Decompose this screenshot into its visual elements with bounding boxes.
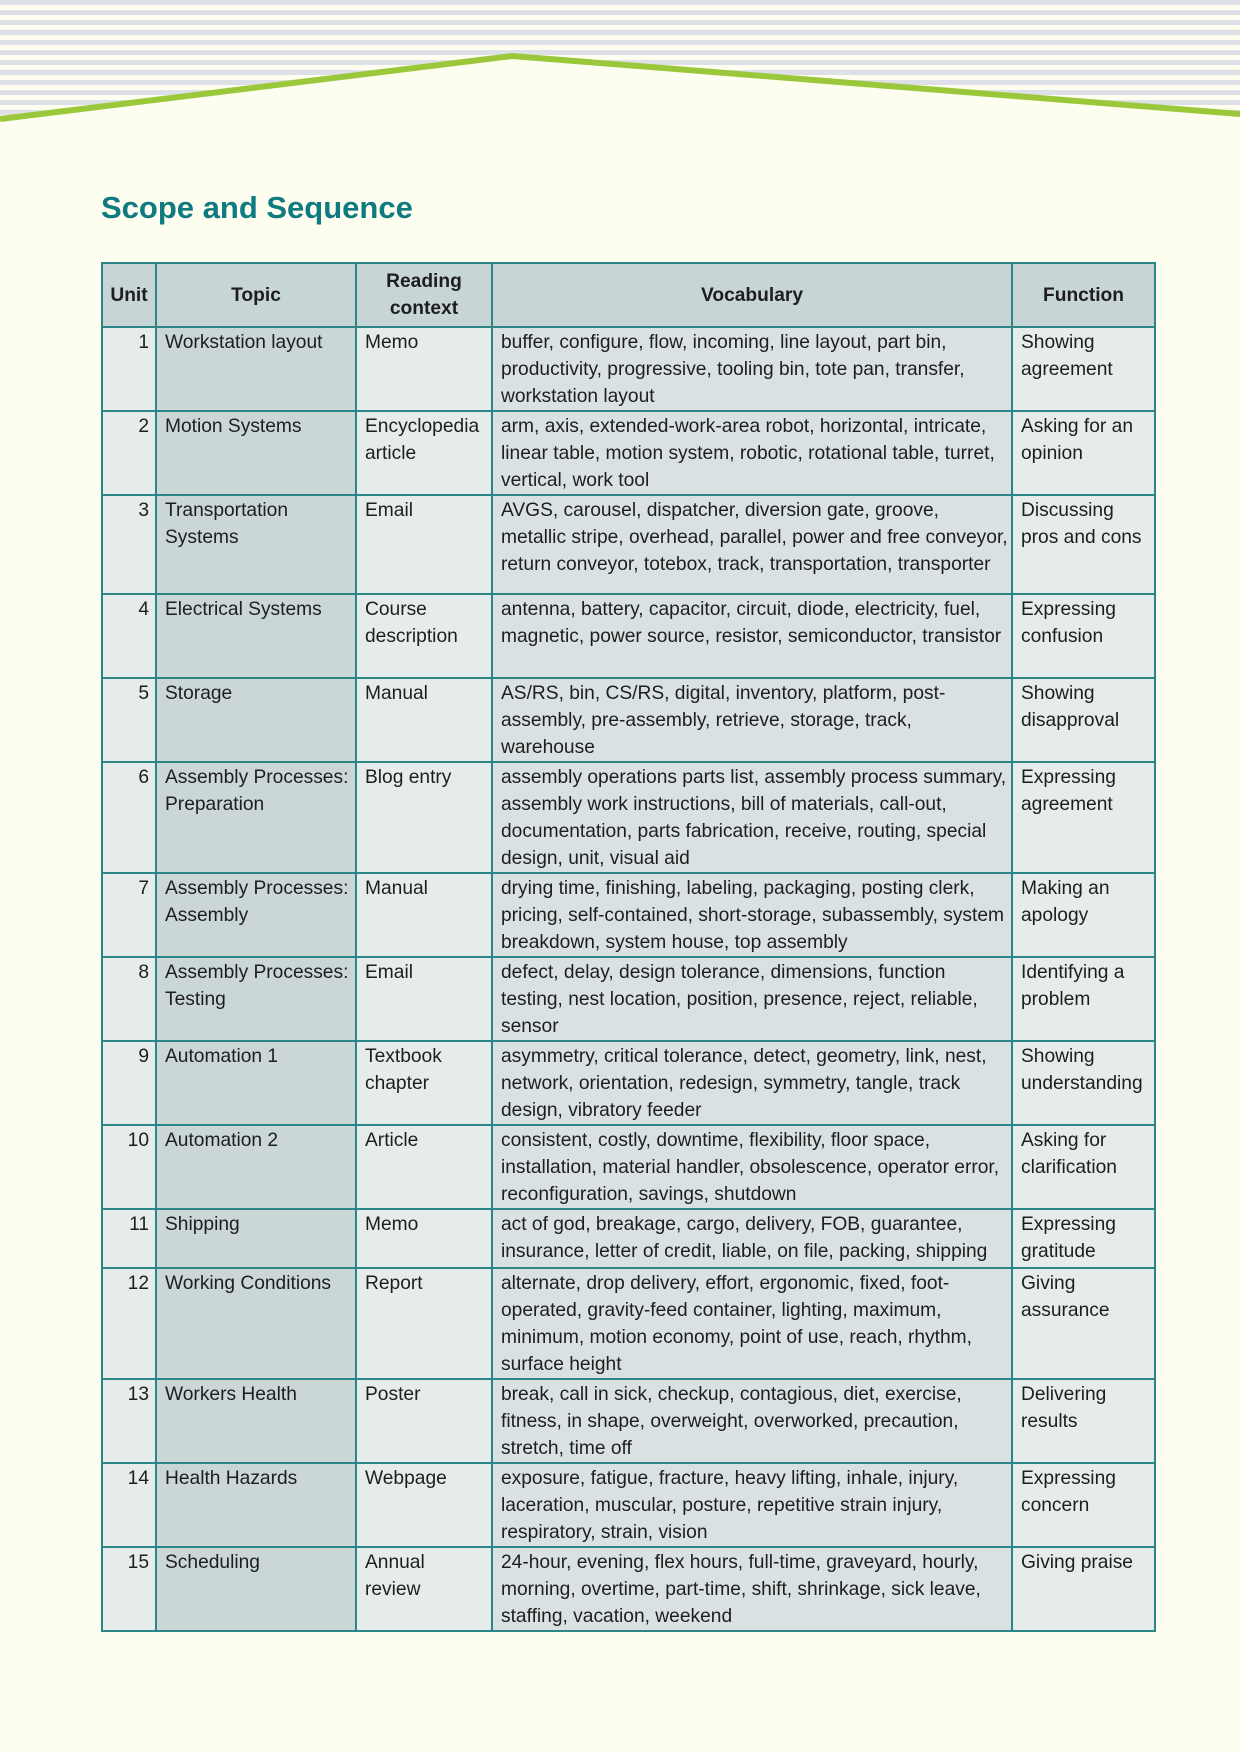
header-reading-context: Reading context: [356, 263, 492, 327]
unit-cell: 5: [102, 678, 156, 762]
vocabulary-cell: asymmetry, critical tolerance, detect, geometry, link, nest, network, orientation, redesign, symmetry, tangle, track design, vibratory feeder: [492, 1041, 1012, 1125]
function-cell: Giving assurance: [1012, 1268, 1155, 1379]
function-cell: Delivering results: [1012, 1379, 1155, 1463]
topic-cell: Assembly Processes: Preparation: [156, 762, 356, 873]
header-topic: Topic: [156, 263, 356, 327]
table-row: [102, 1379, 1155, 1463]
reading-context-cell: Textbook chapter: [356, 1041, 492, 1125]
unit-cell: 13: [102, 1379, 156, 1463]
table-row: [102, 678, 1155, 762]
header-unit: Unit: [102, 263, 156, 327]
function-cell: Asking for clarification: [1012, 1125, 1155, 1209]
function-cell: Showing understanding: [1012, 1041, 1155, 1125]
topic-cell: Motion Systems: [156, 411, 356, 495]
reading-context-cell: Poster: [356, 1379, 492, 1463]
table-header-row: [102, 263, 1155, 327]
function-cell: Asking for an opinion: [1012, 411, 1155, 495]
header-function: Function: [1012, 263, 1155, 327]
table-row: [102, 957, 1155, 1041]
function-cell: Discussing pros and cons: [1012, 495, 1155, 594]
function-cell: Giving praise: [1012, 1547, 1155, 1631]
reading-context-cell: Memo: [356, 1209, 492, 1268]
reading-context-cell: Article: [356, 1125, 492, 1209]
unit-cell: 3: [102, 495, 156, 594]
function-cell: Showing disapproval: [1012, 678, 1155, 762]
vocabulary-cell: act of god, breakage, cargo, delivery, FOB, guarantee, insurance, letter of credit, liable, on file, packing, shipping: [492, 1209, 1012, 1268]
vocabulary-cell: AVGS, carousel, dispatcher, diversion gate, groove, metallic stripe, overhead, parallel, power and free conveyor, return conveyor, totebox, track, transportation, transporter: [492, 495, 1012, 594]
page-title: Scope and Sequence: [101, 190, 413, 225]
vocabulary-cell: 24-hour, evening, flex hours, full-time, graveyard, hourly, morning, overtime, part-time, shift, shrinkage, sick leave, staffing, vacation, weekend: [492, 1547, 1012, 1631]
function-cell: Expressing confusion: [1012, 594, 1155, 678]
reading-context-cell: Manual: [356, 678, 492, 762]
vocabulary-cell: assembly operations parts list, assembly process summary, assembly work instructions, bill of materials, call-out, documentation, parts fabrication, receive, routing, special design, unit, visual aid: [492, 762, 1012, 873]
table-row: [102, 1547, 1155, 1631]
topic-cell: Transportation Systems: [156, 495, 356, 594]
reading-context-cell: Webpage: [356, 1463, 492, 1547]
topic-cell: Working Conditions: [156, 1268, 356, 1379]
topic-cell: Automation 1: [156, 1041, 356, 1125]
vocabulary-cell: exposure, fatigue, fracture, heavy lifting, inhale, injury, laceration, muscular, posture, repetitive strain injury, respiratory, strain, vision: [492, 1463, 1012, 1547]
reading-context-cell: Manual: [356, 873, 492, 957]
vocabulary-cell: defect, delay, design tolerance, dimensions, function testing, nest location, position, presence, reject, reliable, sensor: [492, 957, 1012, 1041]
unit-cell: 10: [102, 1125, 156, 1209]
table-row: [102, 411, 1155, 495]
function-cell: Expressing gratitude: [1012, 1209, 1155, 1268]
unit-cell: 1: [102, 327, 156, 411]
reading-context-cell: Blog entry: [356, 762, 492, 873]
unit-cell: 8: [102, 957, 156, 1041]
topic-cell: Storage: [156, 678, 356, 762]
reading-context-cell: Encyclopedia article: [356, 411, 492, 495]
vocabulary-cell: arm, axis, extended-work-area robot, horizontal, intricate, linear table, motion system, robotic, rotational table, turret, vertical, work tool: [492, 411, 1012, 495]
unit-cell: 2: [102, 411, 156, 495]
topic-cell: Workers Health: [156, 1379, 356, 1463]
topic-cell: Assembly Processes: Testing: [156, 957, 356, 1041]
topic-cell: Shipping: [156, 1209, 356, 1268]
table-row: [102, 1268, 1155, 1379]
topic-cell: Health Hazards: [156, 1463, 356, 1547]
topic-cell: Workstation layout: [156, 327, 356, 411]
vocabulary-cell: buffer, configure, flow, incoming, line layout, part bin, productivity, progressive, tooling bin, tote pan, transfer, workstation layout: [492, 327, 1012, 411]
table-row: [102, 495, 1155, 594]
reading-context-cell: Memo: [356, 327, 492, 411]
scope-and-sequence-table: [101, 262, 1156, 1632]
unit-cell: 7: [102, 873, 156, 957]
vocabulary-cell: alternate, drop delivery, effort, ergonomic, fixed, foot-operated, gravity-feed container, lighting, maximum, minimum, motion economy, point of use, reach, rhythm, surface height: [492, 1268, 1012, 1379]
function-cell: Identifying a problem: [1012, 957, 1155, 1041]
topic-cell: Assembly Processes: Assembly: [156, 873, 356, 957]
vocabulary-cell: AS/RS, bin, CS/RS, digital, inventory, platform, post-assembly, pre-assembly, retrieve, storage, track, warehouse: [492, 678, 1012, 762]
table-row: [102, 873, 1155, 957]
unit-cell: 12: [102, 1268, 156, 1379]
table-row: [102, 1463, 1155, 1547]
topic-cell: Electrical Systems: [156, 594, 356, 678]
topic-cell: Scheduling: [156, 1547, 356, 1631]
topic-cell: Automation 2: [156, 1125, 356, 1209]
table-row: [102, 762, 1155, 873]
reading-context-cell: Annual review: [356, 1547, 492, 1631]
reading-context-cell: Report: [356, 1268, 492, 1379]
function-cell: Expressing agreement: [1012, 762, 1155, 873]
header-stripe-band: [0, 0, 1240, 125]
function-cell: Showing agreement: [1012, 327, 1155, 411]
table-row: [102, 1209, 1155, 1268]
reading-context-cell: Email: [356, 957, 492, 1041]
header-vocabulary: Vocabulary: [492, 263, 1012, 327]
reading-context-cell: Course description: [356, 594, 492, 678]
unit-cell: 6: [102, 762, 156, 873]
vocabulary-cell: antenna, battery, capacitor, circuit, diode, electricity, fuel, magnetic, power source, resistor, semiconductor, transistor: [492, 594, 1012, 678]
reading-context-cell: Email: [356, 495, 492, 594]
unit-cell: 9: [102, 1041, 156, 1125]
table-row: [102, 1125, 1155, 1209]
vocabulary-cell: break, call in sick, checkup, contagious, diet, exercise, fitness, in shape, overweight, overworked, precaution, stretch, time off: [492, 1379, 1012, 1463]
table-body: [102, 327, 1155, 1631]
unit-cell: 14: [102, 1463, 156, 1547]
table-row: [102, 1041, 1155, 1125]
table-row: [102, 594, 1155, 678]
unit-cell: 15: [102, 1547, 156, 1631]
unit-cell: 11: [102, 1209, 156, 1268]
vocabulary-cell: drying time, finishing, labeling, packaging, posting clerk, pricing, self-contained, short-storage, subassembly, system breakdown, system house, top assembly: [492, 873, 1012, 957]
vocabulary-cell: consistent, costly, downtime, flexibility, floor space, installation, material handler, obsolescence, operator error, reconfiguration, savings, shutdown: [492, 1125, 1012, 1209]
table-row: [102, 327, 1155, 411]
function-cell: Expressing concern: [1012, 1463, 1155, 1547]
function-cell: Making an apology: [1012, 873, 1155, 957]
unit-cell: 4: [102, 594, 156, 678]
